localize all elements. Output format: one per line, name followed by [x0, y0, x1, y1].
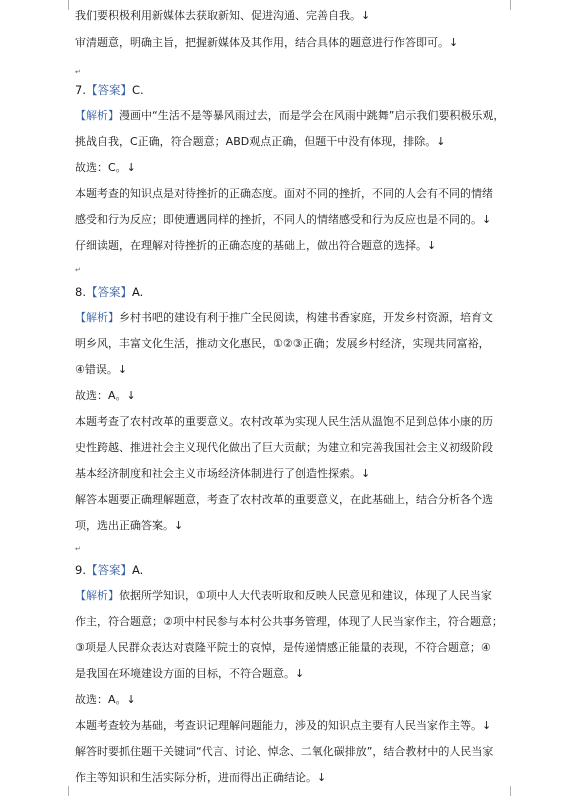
answer-value: A. — [131, 285, 144, 299]
question-number: 7. — [75, 83, 86, 97]
analysis-text: 漫画中“生活不是等暴风雨过去，而是学会在风雨中跳舞”启示我们要积极乐观， — [119, 109, 505, 122]
question-number: 8. — [75, 285, 86, 299]
text-line: 挑战自我，C正确，符合题意；ABD观点正确，但题干中没有体现，排除。↓ — [75, 135, 446, 148]
text-line — [75, 589, 505, 603]
answer-heading-9 — [75, 563, 505, 577]
text-line: 是我国在环境建设方面的目标，不符合题意。↓ — [75, 667, 305, 680]
text-line: 解答时要抓住题干关键词“代言、讨论、悼念、二氧化碳排放”，结合教材中的人民当家 — [75, 745, 494, 758]
page-corner-mark — [510, 0, 521, 10]
answer-tag: 【答案】 — [85, 83, 132, 97]
paragraph-mark: ↵ — [75, 266, 81, 274]
analysis-text: 乡村书吧的建设有利于推广全民阅读，构建书香家庭，开发乡村资源，培育文 — [119, 311, 493, 324]
text-line — [75, 311, 505, 325]
text-line: 我们要积极利用新媒体去获取新知、促进沟通、完善自我。↓ — [75, 9, 371, 22]
text-line: 基本经济制度和社会主义市场经济体制进行了创造性探索。↓ — [75, 467, 371, 480]
paragraph-mark: ↵ — [75, 545, 81, 553]
text-line: 仔细读题，在理解对待挫折的正确态度的基础上，做出符合题意的选择。↓ — [75, 239, 437, 252]
text-line: 史性跨越、推进社会主义现代化做出了巨大贡献；为建立和完善我国社会主义初级阶段 — [75, 441, 493, 454]
text-line: 本题考查了农村改革的重要意义。农村改革为实现人民生活从温饱不足到总体小康的历 — [75, 415, 493, 428]
text-line: 项，选出正确答案。↓ — [75, 519, 184, 532]
text-line: 本题考查的知识点是对待挫折的正确态度。面对不同的挫折，不同的人会有不同的情绪 — [75, 187, 493, 200]
text-line: ④错误。↓ — [75, 363, 128, 376]
answer-heading-7 — [75, 83, 505, 97]
text-line: 作主，符合题意；②项中村民参与本村公共事务管理，体现了人民当家作主，符合题意； — [75, 615, 503, 628]
answer-tag: 【答案】 — [85, 285, 132, 299]
text-line: 审清题意，明确主旨，把握新媒体及其作用，结合具体的题意进行作答即可。↓ — [75, 36, 459, 49]
text-line: 明乡风，丰富文化生活，推动文化惠民，①②③正确；发展乡村经济，实现共同富裕， — [75, 337, 490, 350]
analysis-text: 依据所学知识，①项中人大代表听取和反映人民意见和建议，体现了人民当家 — [119, 589, 492, 602]
answer-value: C. — [131, 83, 144, 97]
text-line: 故选：A。↓ — [75, 389, 136, 402]
answer-value: A. — [131, 563, 144, 577]
page-corner-mark — [58, 0, 69, 10]
text-line: ③项是人民群众表达对袁隆平院士的哀悼，是传递情感正能量的表现，不符合题意；④ — [75, 641, 491, 654]
question-number: 9. — [75, 563, 86, 577]
text-line: 故选：A。↓ — [75, 693, 136, 706]
page-corner-mark — [58, 786, 69, 796]
analysis-tag: 【解析】 — [75, 311, 119, 324]
answer-tag: 【答案】 — [85, 563, 132, 577]
analysis-tag: 【解析】 — [75, 589, 119, 602]
paragraph-mark: ↵ — [75, 68, 81, 76]
text-line: 感受和行为反应；即使遭遇同样的挫折，不同人的情绪感受和行为反应也是不同的。↓ — [75, 213, 492, 226]
text-line: 故选：C。↓ — [75, 161, 136, 174]
text-line: 解答本题要正确理解题意，考查了农村改革的重要意义，在此基础上，结合分析各个选 — [75, 493, 493, 506]
answer-heading-8 — [75, 285, 505, 299]
text-line: 本题考查较为基础，考查识记理解问题能力，涉及的知识点主要有人民当家作主等。↓ — [75, 719, 492, 732]
text-line: 作主等知识和生活实际分析，进而得出正确结论。↓ — [75, 771, 327, 784]
analysis-tag: 【解析】 — [75, 109, 119, 122]
page-corner-mark — [510, 786, 521, 796]
text-line — [75, 109, 505, 123]
